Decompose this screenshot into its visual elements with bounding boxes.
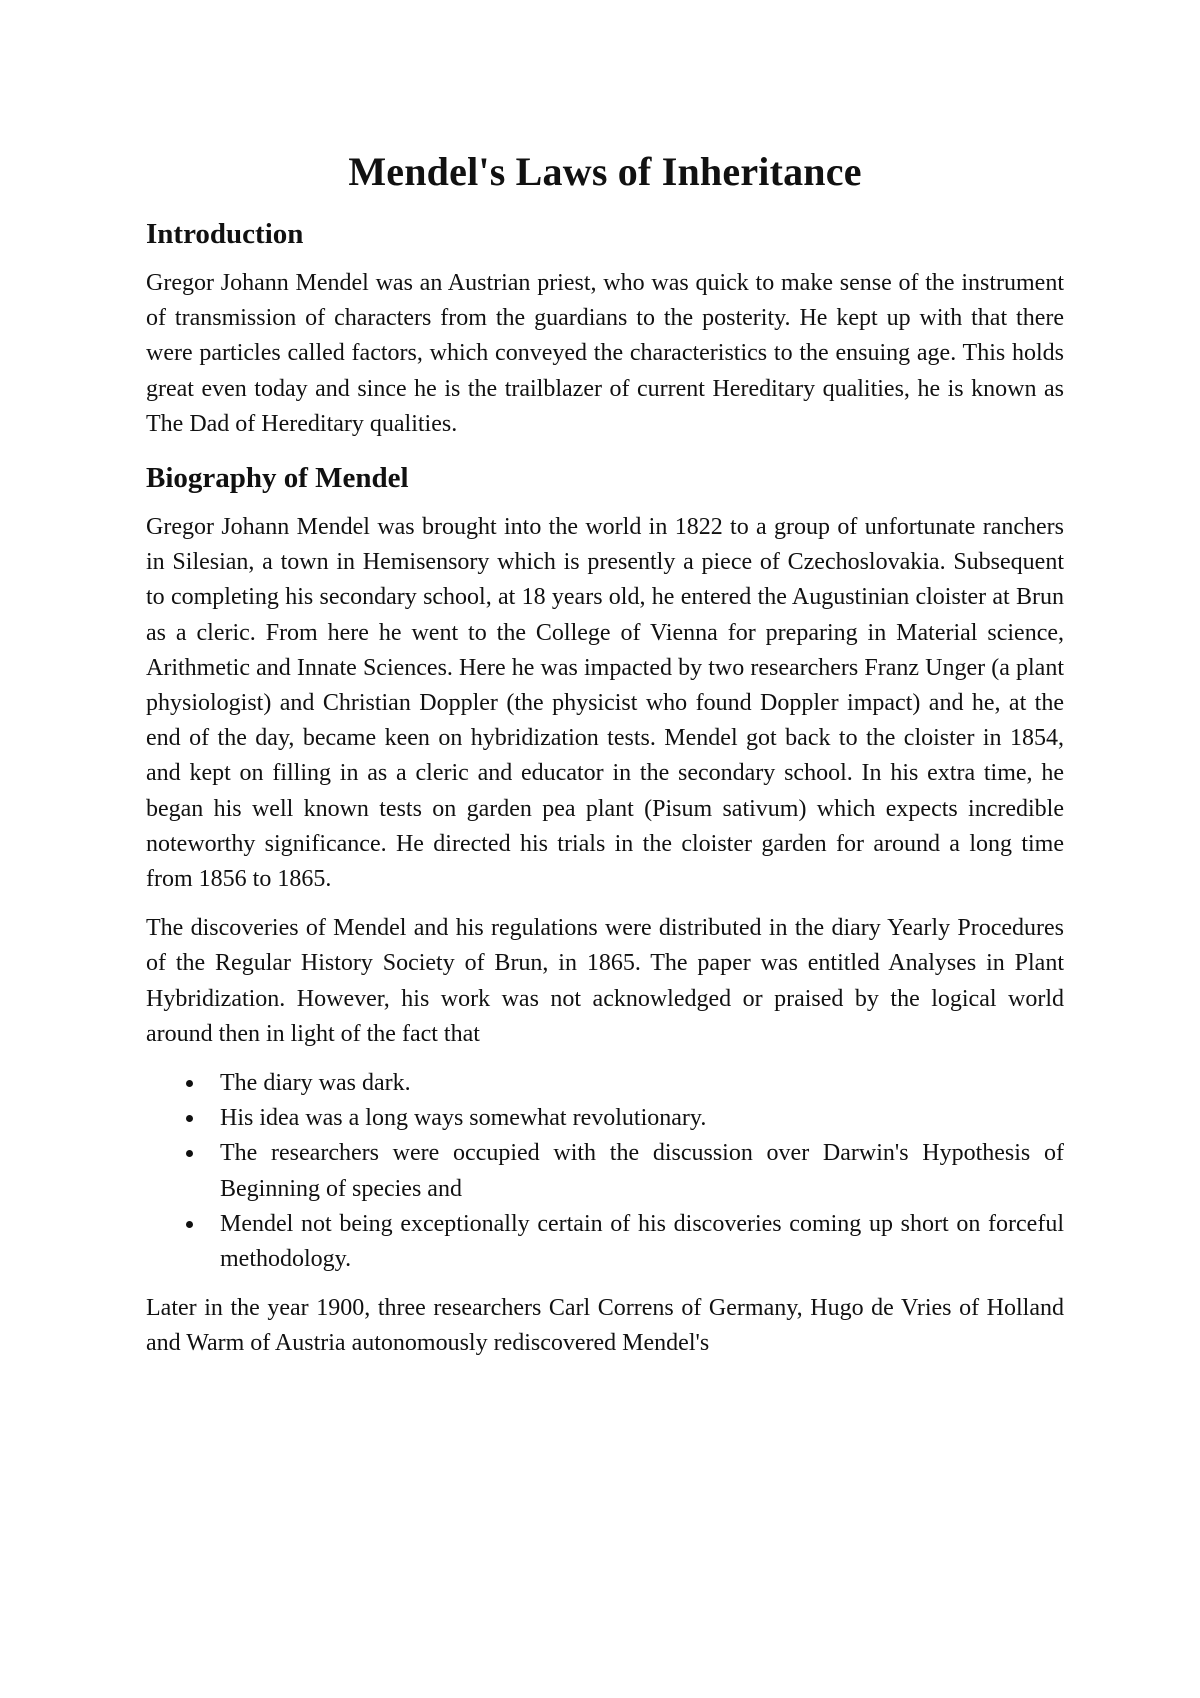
document-page [146, 148, 1064, 1375]
bullet-text: The researchers were occupied with the discussion over Darwin's Hypothesis of Beginning of species and [220, 1140, 1064, 1202]
biography-paragraph-2: The discoveries of Mendel and his regulations were distributed in the diary Yearly Procedures of the Regular History Society of Brun, in 1865. The paper was entitled Analyses in Plant Hybridization. However, his work was not acknowledged or praised by the logical world around then in light of the fact that [146, 915, 1064, 1047]
bullet-text: The diary was dark. [220, 1070, 411, 1097]
bullet-text: Mendel not being exceptionally certain of his discoveries coming up short on forceful methodology. [220, 1210, 1064, 1273]
bullet-icon [186, 1221, 193, 1228]
introduction-heading: Introduction [146, 218, 304, 250]
bullet-text: His idea was a long ways somewhat revolutionary. [220, 1105, 707, 1132]
biography-heading: Biography of Mendel [146, 462, 409, 495]
bullet-item [146, 1066, 1064, 1101]
document-title: Mendel's Laws of Inheritance [348, 149, 862, 194]
bullet-icon [186, 1080, 193, 1087]
biography-paragraph-3: Later in the year 1900, three researchers Carl Correns of Germany, Hugo de Vries of Holland and Warm of Austria autonomously rediscovered Mendel's [146, 1295, 1064, 1357]
bullet-item [146, 1207, 1064, 1277]
biography-paragraph-1: Gregor Johann Mendel was brought into the world in 1822 to a group of unfortunate ranchers in Silesian, a town in Hemisensory which is presently a piece of Czechoslovakia. Subsequent to completing his secondary school, at 18 years old, he entered the Augustinian cloister at Brun as a cleric. From here he went to the College of Vienna for preparing in Material science, Arithmetic and Innate Sciences. Here he was impacted by two researchers Franz Unger (a plant physiologist) and Christian Doppler (the physicist who found Doppler impact) and he, at the end of the day, became keen on hybridization tests. Mendel got back to the cloister in 1854, and kept on filling in as a cleric and educator in the secondary school. In his extra time, he began his well known tests on garden pea plant (Pisum sativum) which expects incredible noteworthy significance. He directed his trials in the cloister garden for around a long time from 1856 to 1865. [146, 514, 1064, 893]
bullet-item [146, 1136, 1064, 1206]
introduction-paragraph: Gregor Johann Mendel was an Austrian priest, who was quick to make sense of the instrument of transmission of characters from the guardians to the posterity. He kept up with that there were particles called factors, which conveyed the characteristics to the ensuing age. This holds great even today and since he is the trailblazer of current Hereditary qualities, he is known as The Dad of Hereditary qualities. [146, 270, 1064, 437]
bullet-item [146, 1101, 1064, 1136]
bullet-icon [186, 1150, 193, 1157]
reasons-bullet-list [146, 1066, 1064, 1277]
bullet-icon [186, 1115, 193, 1122]
